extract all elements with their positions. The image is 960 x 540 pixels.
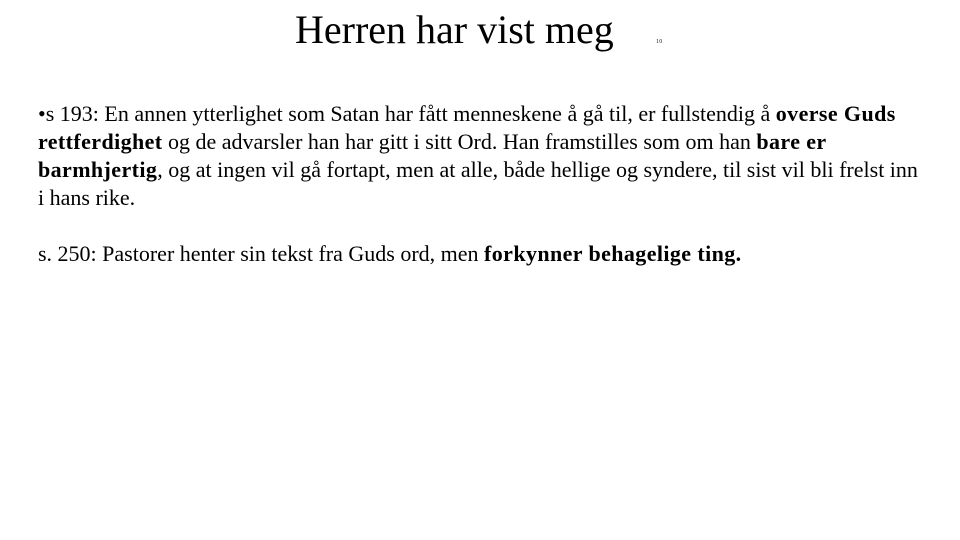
paragraph-text: og de advarsler han har gitt i sitt Ord. Han framstilles som om han: [162, 129, 757, 154]
paragraph-text: s 193: En annen ytterlighet som Satan har fått menneskene å gå til, er fullstendig å: [45, 101, 776, 126]
slide-title: Herren har vist meg: [295, 7, 614, 52]
paragraph-quote-250: [38, 240, 928, 268]
bullet-icon: •: [38, 101, 46, 126]
paragraph-text: s. 250: Pastorer henter sin tekst fra Guds ord, men: [38, 241, 485, 266]
emphasis-text: overse Guds rettferdighet: [38, 101, 896, 154]
paragraph-text: , og at ingen vil gå fortapt, men at alle, både hellige og syndere, til sist vil bli frelst inn i hans rike.: [38, 157, 918, 210]
paragraph-quote-193: [38, 100, 928, 212]
emphasis-text: forkynner behagelige ting.: [484, 241, 742, 266]
slide-body: [38, 100, 928, 268]
emphasis-text: bare er barmhjertig: [38, 129, 827, 182]
title-superscript-mark: ₁₀: [656, 33, 663, 43]
